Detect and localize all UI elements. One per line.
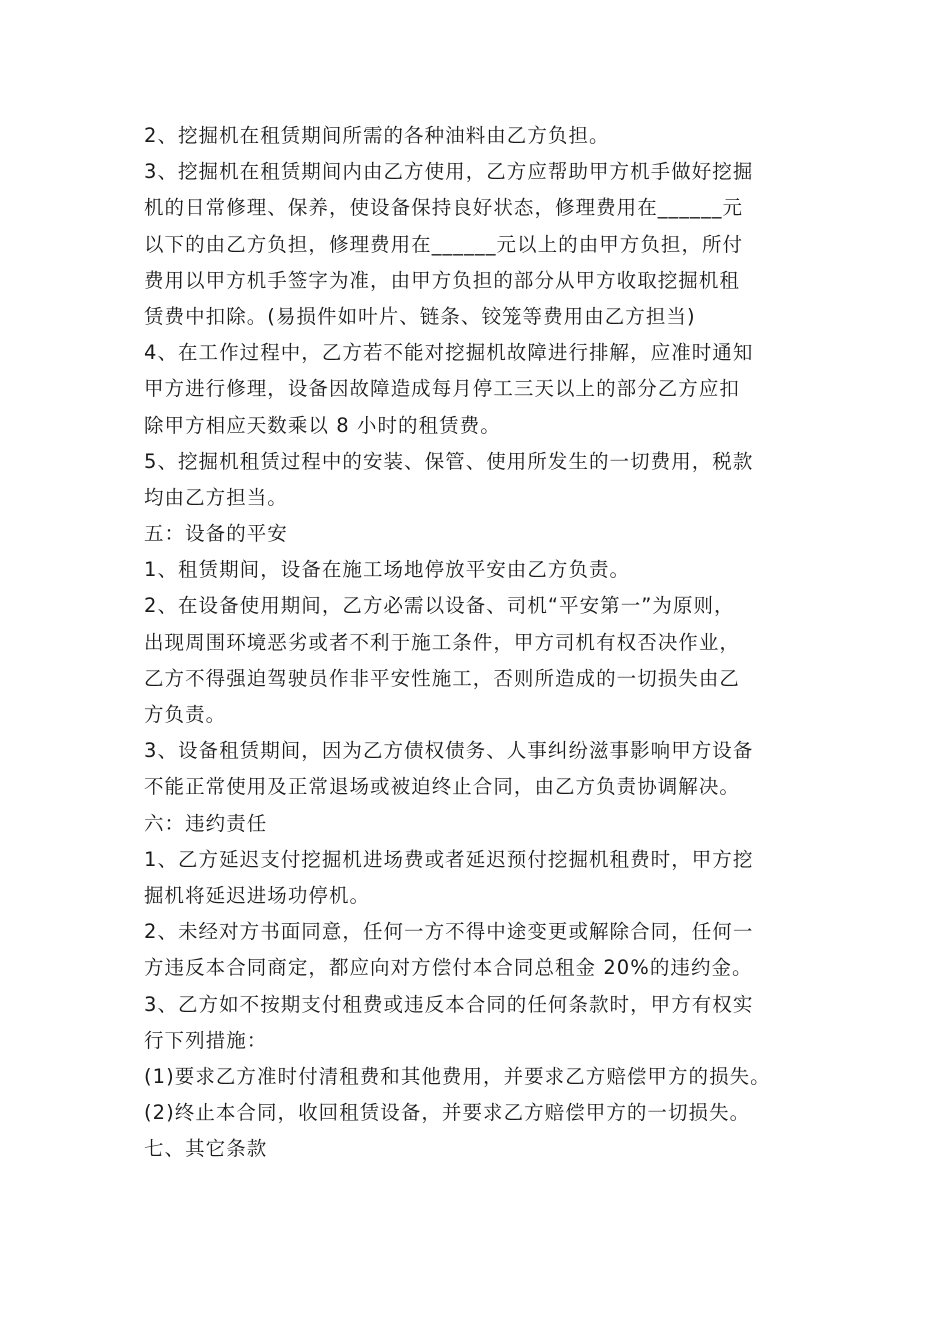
text-line: (1)要求乙方准时付清租费和其他费用，并要求乙方赔偿甲方的损失。 xyxy=(144,1064,771,1088)
text-line: 除甲方相应天数乘以 8 小时的租赁费。 xyxy=(144,413,501,437)
text-line: 出现周围环境恶劣或者不利于施工条件，甲方司机有权否决作业， xyxy=(144,630,740,654)
text-line: 2、挖掘机在租赁期间所需的各种油料由乙方负担。 xyxy=(144,124,610,147)
text-line: 4、在工作过程中，乙方若不能对挖掘机故障进行排解，应准时通知 xyxy=(144,341,754,365)
text-line: 费用以甲方机手签字为准，由甲方负担的部分从甲方收取挖掘机租 xyxy=(144,268,740,292)
text-line: 甲方进行修理，设备因故障造成每月停工三天以上的部分乙方应扣 xyxy=(144,377,740,401)
text-line: 以下的由乙方负担，修理费用在______元以上的由甲方负担，所付 xyxy=(144,232,744,256)
text-line: 赁费中扣除。(易损件如叶片、链条、铰笼等费用由乙方担当) xyxy=(144,304,696,328)
text-line: 行下列措施： xyxy=(144,1028,268,1052)
text-line: 方违反本合同商定，都应向对方偿付本合同总租金 20%的违约金。 xyxy=(144,956,753,980)
text-line: 1、乙方延迟支付挖掘机进场费或者延迟预付挖掘机租费时，甲方挖 xyxy=(144,847,754,871)
document-body xyxy=(144,118,816,1167)
section-heading: 五：设备的平安 xyxy=(144,522,288,546)
text-line: 5、挖掘机租赁过程中的安装、保管、使用所发生的一切费用，税款 xyxy=(144,449,754,473)
text-line: 均由乙方担当。 xyxy=(144,485,288,509)
section-heading: 六：违约责任 xyxy=(144,811,268,835)
text-line: 2、在设备使用期间，乙方必需以设备、司机“平安第一”为原则， xyxy=(144,594,735,618)
text-line: 掘机将延迟进场功停机。 xyxy=(144,883,371,907)
text-line: 3、挖掘机在租赁期间内由乙方使用，乙方应帮助甲方机手做好挖掘 xyxy=(144,160,754,184)
text-line: 方负责。 xyxy=(144,703,227,726)
text-line: 1、租赁期间，设备在施工场地停放平安由乙方负责。 xyxy=(144,558,631,582)
text-line: 2、未经对方书面同意，任何一方不得中途变更或解除合同，任何一 xyxy=(144,920,754,944)
section-heading: 七、其它条款 xyxy=(144,1137,268,1161)
text-line: (2)终止本合同，收回租赁设备，并要求乙方赔偿甲方的一切损失。 xyxy=(144,1101,751,1125)
text-line: 机的日常修理、保养，使设备保持良好状态，修理费用在______元 xyxy=(144,196,744,220)
text-line: 乙方不得强迫驾驶员作非平安性施工，否则所造成的一切损失由乙 xyxy=(144,666,740,690)
text-line: 3、设备租赁期间，因为乙方债权债务、人事纠纷滋事影响甲方设备 xyxy=(144,739,754,763)
text-line: 3、乙方如不按期支付租费或违反本合同的任何条款时，甲方有权实 xyxy=(144,992,754,1016)
text-line: 不能正常使用及正常退场或被迫终止合同，由乙方负责协调解决。 xyxy=(144,775,740,799)
